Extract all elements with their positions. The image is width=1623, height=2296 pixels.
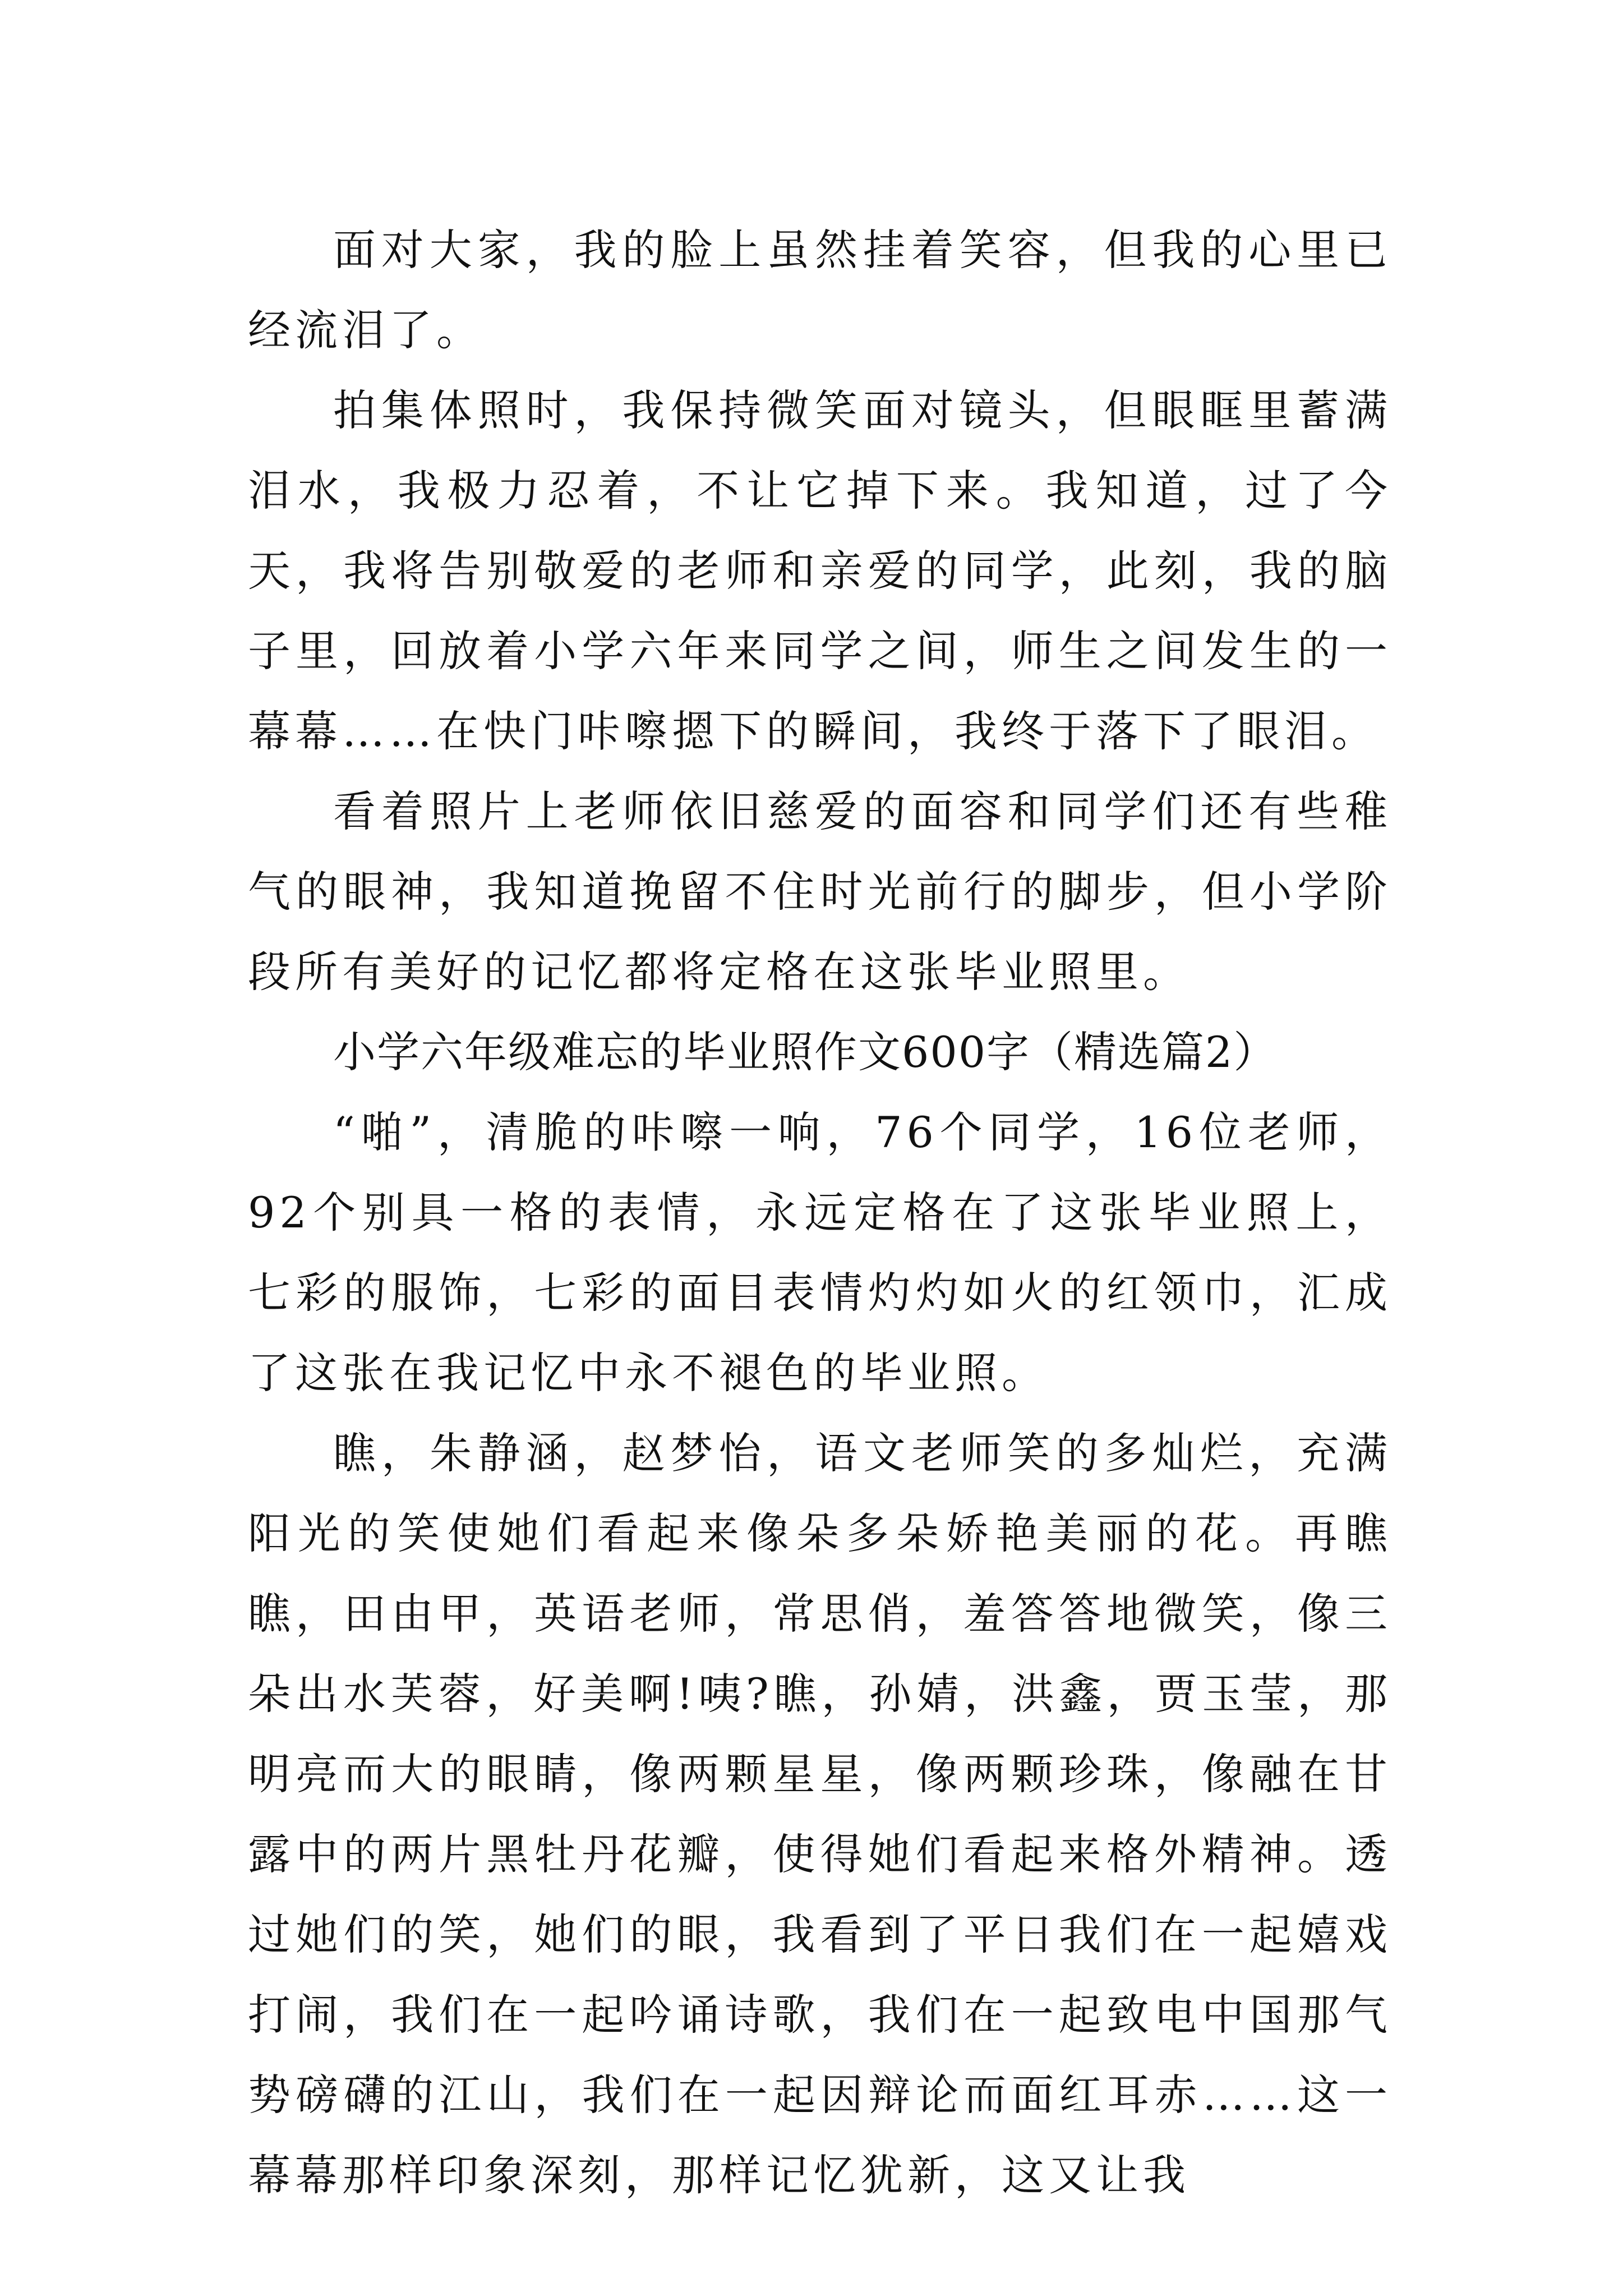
paragraph-1: 面对大家，我的脸上虽然挂着笑容，但我的心里已经流泪了。 bbox=[248, 225, 1392, 355]
paragraph-2: 拍集体照时，我保持微笑面对镜头，但眼眶里蓄满泪水，我极力忍着，不让它掉下来。我知道，过了今天，我将告别敬爱的老师和亲爱的同学，此刻，我的脑子里，回放着小学六年来同学之间，师生之间发生的一幕幕……在快门咔嚓摁下的瞬间，我终于落下了眼泪。 bbox=[248, 385, 1392, 756]
paragraph-4: “啪”，清脆的咔嚓一响，76个同学，16位老师，92个别具一格的表情，永远定格在了这张毕业照上，七彩的服饰，七彩的面目表情灼灼如火的红领巾，汇成了这张在我记忆中永不褪色的毕业照。 bbox=[248, 1107, 1392, 1398]
paragraph-3: 看着照片上老师依旧慈爱的面容和同学们还有些稚气的眼神，我知道挽留不住时光前行的脚步，但小学阶段所有美好的记忆都将定格在这张毕业照里。 bbox=[248, 786, 1392, 997]
section-heading: 小学六年级难忘的毕业照作文600字（精选篇2） bbox=[333, 1027, 1278, 1077]
paragraph-5: 瞧，朱静涵，赵梦怡，语文老师笑的多灿烂，充满阳光的笑使她们看起来像朵多朵娇艳美丽的花。再瞧瞧，田由甲，英语老师，常思俏，羞答答地微笑，像三朵出水芙蓉，好美啊!咦?瞧，孙婧，洪鑫，贾玉莹，那明亮而大的眼睛，像两颗星星，像两颗珍珠，像融在甘露中的两片黑牡丹花瓣，使得她们看起来格外精神。透过她们的笑，她们的眼，我看到了平日我们在一起嬉戏打闹，我们在一起吟诵诗歌，我们在一起致电中国那气势磅礴的江山，我们在一起因辩论而面红耳赤……这一幕幕那样印象深刻，那样记忆犹新，这又让我 bbox=[248, 1428, 1392, 2200]
document-body bbox=[248, 210, 1392, 2215]
